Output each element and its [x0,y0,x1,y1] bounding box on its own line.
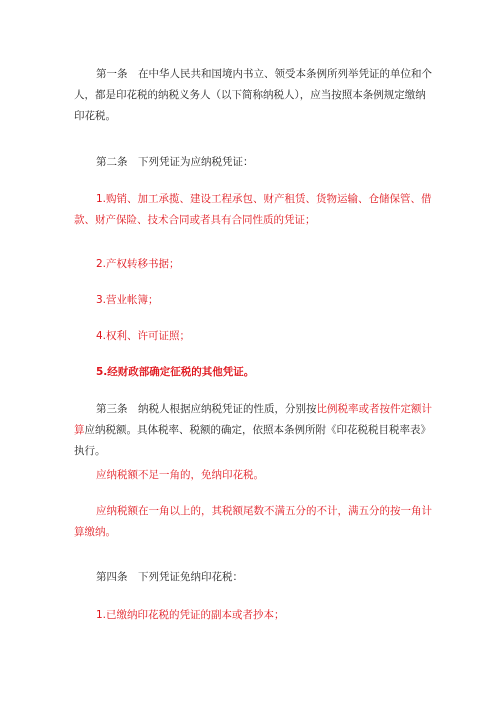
list-item-text: 1.已缴纳印花税的凭证的副本或者抄本； [96,609,285,621]
article-3 [74,399,434,462]
list-item-contracts [74,189,434,231]
list-item-property-transfer [74,254,434,275]
list-item-text: 4.权利、许可证照； [96,330,191,342]
list-item-text: 2.产权转移书据； [96,258,180,270]
article-1-text: 第一条 在中华人民共和国境内书立、领受本条例所列举凭证的单位和个人，都是印花税的纳税义务人（以下简称纳税人），应当按照本条例规定缴纳印花税。 [74,68,432,122]
list-item-copies [74,605,434,626]
article-3-highlight: 比例税率或者按件定额计算 [74,403,432,436]
article-3-text-end: 应纳税额。具体税率、税额的确定，依照本条例所附《印花税税目税率表》执行。 [74,424,431,457]
list-item-other [74,362,434,383]
list-item-text: 3.营业帐簿； [96,294,159,306]
article-4 [74,567,434,588]
article-3-text-start: 第三条 纳税人根据应纳税凭证的性质，分别按 [96,403,317,415]
exemption-note-text: 应纳税额不足一角的，免纳印花税。 [96,469,264,481]
article-4-text: 第四条 下列凭证免纳印花税： [96,571,243,583]
rounding-note-text: 应纳税额在一角以上的，其税额尾数不满五分的不计，满五分的按一角计算缴纳。 [74,505,432,538]
list-item-account-books [74,290,434,311]
exemption-note [74,465,434,486]
article-2 [74,152,434,173]
article-2-text: 第二条 下列凭证为应纳税凭证： [96,156,254,168]
list-item-text: 5.经财政部确定征税的其他凭证。 [96,366,255,378]
article-1 [74,64,434,127]
rounding-note [74,501,434,543]
list-item-licenses [74,326,434,347]
list-item-text: 1.购销、加工承揽、建设工程承包、财产租赁、货物运输、仓储保管、借款、财产保险、技术合同或者具有合同性质的凭证； [74,193,432,226]
